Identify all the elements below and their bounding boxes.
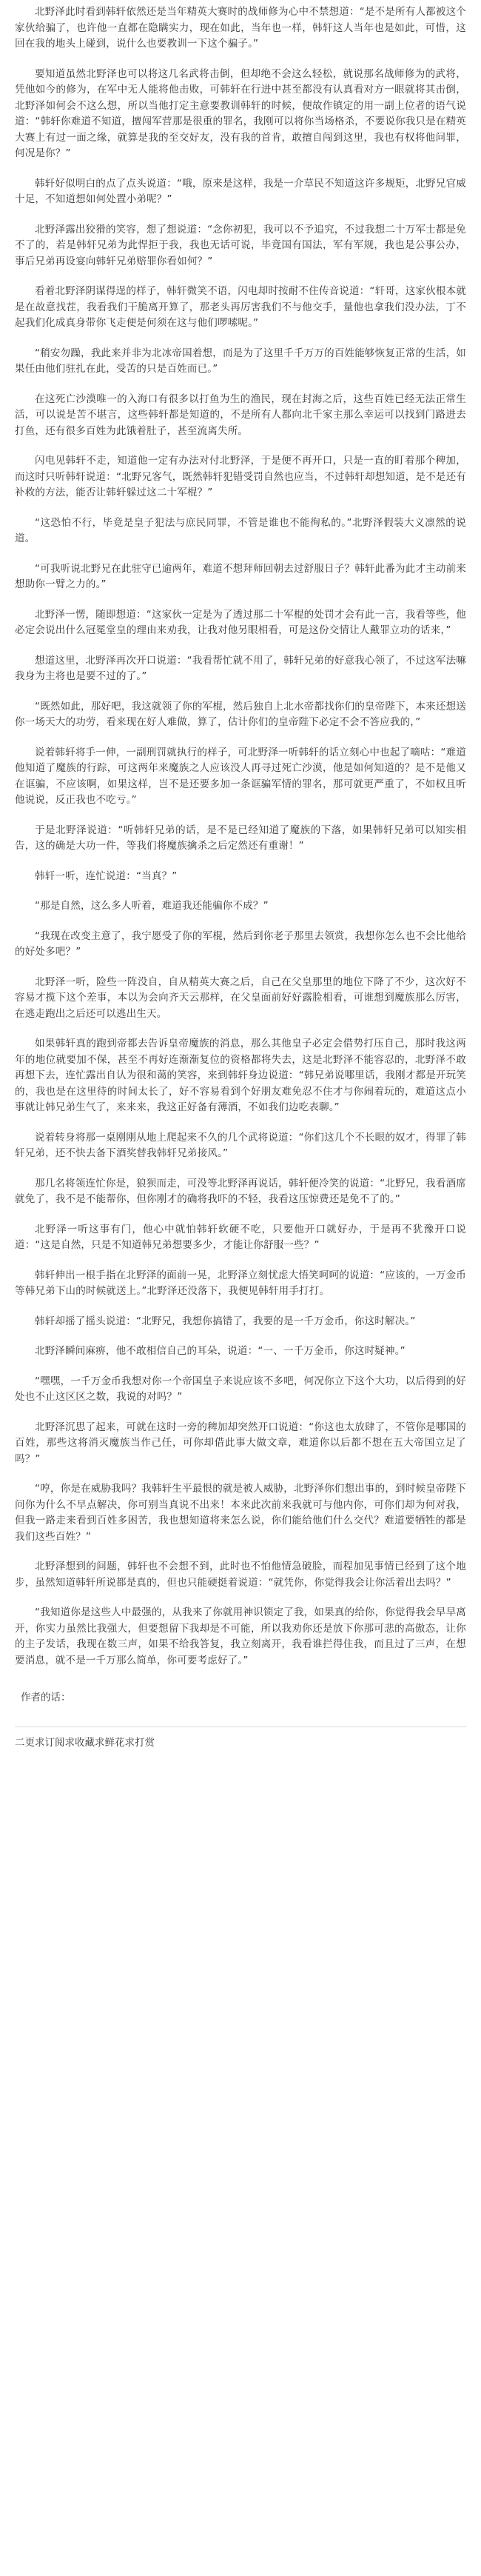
paragraph: “我知道你是这些人中最强的，从我来了你就用神识锁定了我，如果真的给你，你觉得我会早早离开，你实力虽然比我强大，但要想留下我却是不可能，所以我劝你还是放下你那可悲的高傲态，让你的主子发话，我现在数三声，如果不给我答复，我立刻离开，我看谁拦得住我，而且过了三声，在想要消息，就不是一千万那么简单，你可要考虑好了。”: [15, 1606, 466, 1666]
paragraph: “可我听说北野兄在此驻守已逾两年，难道不想拜师回朝去过舒服日子？韩轩此番为此才主动前来想助你一臂之力的。”: [15, 562, 466, 590]
paragraph: 北野泽一愣，随即想道：“这家伙一定是为了透过那二十军棍的处罚才会有此一言，我看等些，他必定会说出什么冠冕堂皇的理由来劝我，让我对他另眼相看，可是这份交情让人戴罪立功的话来，”: [15, 608, 466, 636]
paragraph: 闪电见韩轩不走，知道他一定有办法对付北野泽，于是便不再开口，只是一直的盯着那个稗加，而这时只听韩轩说道：“北野兄客气，既然韩轩犯错受罚自然也应当，不过韩轩却想知道，是不是还有补救的方法，能否让韩轩躲过这二十军棍？”: [15, 455, 466, 498]
paragraph: 北野泽想到的问题，韩轩也不会想不到，此时也不怕他情急破脸，而程加见事情已经到了这个地步，虽然知道韩轩所说都是真的，但也只能硬挺着说道：“就凭你，你觉得我会让你活着出去吗？”: [15, 1561, 466, 1589]
paragraph: 韩轩伸出一根手指在北野泽的面前一晃，北野泽立刻忧虑大悟笑呵呵的说道：“应该的，一万金币等韩兄弟下山的时候就送上。”北野泽还没落下，我便见韩轩用手打打。: [15, 1269, 466, 1297]
paragraph: 要知道虽然北野泽也可以将这几名武将击倒，但却绝不会这么轻松，就说那名战师修为的武将，凭他如今的修为，在军中无人能将他击败，可韩轩在行进中甚至都没有认真看对方一眼就将其击倒，北野泽如何会不这么想，所以当他打定主意要教训韩轩的时候，便故作镇定的用一副上位者的语气说道：“韩轩你难道不知道，擅闯军营那是很重的罪名，我刚可以将你当场格杀，不要说你我只是在精英大赛上有过一面之缘，就算是我的至交好友，没有我的首肯，敢擅自闯到这里，我也有权将他问罪，何况是你？”: [15, 67, 466, 159]
paragraph: “既然如此，那好吧，我这就领了你的军棍，然后独自上北水帝都找你们的皇帝陛下，本来还想送你一场天大的功劳，看来现在好人难做，算了，估计你们的皇帝陛下必定不会不答应我的，”: [15, 700, 466, 728]
paragraph: 看着北野泽阴谋得逞的样子，韩轩微笑不语，闪电却时按耐不住传音说道：“轩哥，这家伙根本就是在故意找茬，我看我们干脆离开算了，那老头再厉害我们不与他交手，量他也拿我们没办法，丁不起我们化成真身带你飞走便是何须在这与他们啰嗦呢。”: [15, 285, 466, 329]
paragraph: 北野泽一听，险些一阵没自，自从精英大赛之后，自己在父皇那里的地位下降了不少，这次好不容易才揽下这个差事，本以为会向齐天云那样，在父皇面前好好露脸相看，可谁想到魔族那么厉害，在逃走跑出之后还可以逃出生天。: [15, 975, 466, 1020]
paragraph: “那是自然，这么多人听着，难道我还能骗你不成？”: [35, 900, 269, 912]
paragraph: “嘿嘿，一千万金币我想对你一个帝国皇子来说应该不多吧，何况你立下这个大功，以后得到的好处也不止这区区之数，我说的对吗？”: [15, 1375, 466, 1403]
paragraph: 在这死亡沙漠唯一的入海口有很多以打鱼为生的渔民，现在封海之后，这些百姓已经无法正常生活，可以说是苦不堪言，这些韩轩都是知道的，不是所有人都向北千家主那么幸运可以找到门路进去打鱼，还有很多百姓为此饿着肚子，甚至流离失所。: [15, 393, 466, 437]
paragraph: 北野泽一听这事有门，他心中就怕韩轩软硬不吃，只要他开口就好办，于是再不犹豫开口说道：“这是自然，只是不知道韩兄弟想要多少，才能让你舒服一些？”: [15, 1223, 466, 1251]
paragraph: 于是北野泽说道：“听韩轩兄弟的话，是不是已经知道了魔族的下落，如果韩轩兄弟可以知实相告，这的确是大功一件，等我们将魔族擒杀之后定然还有重谢！”: [15, 824, 466, 852]
paragraph: 如果韩轩真的跑到帝都去告诉皇帝魔族的消息，那么其他皇子必定会借势打压自己，那时我这两年的地位就要加不保，甚至不再好连渐渐复位的资格都将失去，这是北野泽不能容忍的，北野泽不敢再想下去，连忙露出自认为很和蔼的笑容，来到韩轩身边说道：“韩兄弟说哪里话，我刚才都是开玩笑的，我也是在这里待的时间太长了，好不容易看到个好朋友难免忍不住才与你闹着玩的，难道这点小事就让韩兄弟生气了，来来来，我这正好备有薄酒，不如我们边吃表聊。”: [15, 1038, 466, 1113]
author-note-text: 二更求订阅求收藏求鲜花求打赏: [15, 1726, 466, 1751]
paragraph: 北野泽沉思了起来，可就在这时一旁的稗加却突然开口说道：“你这也太放肆了，不管你是哪国的百姓，那些这将消灭魔族当作己任，可你却借此事大做文章，难道你以后都不想在五大帝国立足了吗？”: [15, 1421, 466, 1465]
paragraph: 说着韩轩将手一伸，一副刑罚就执行的样子，可北野泽一听韩轩的话立刻心中也起了嘀咕：“难道他知道了魔族的行踪，可这两年来魔族之人应该没人再寻过死亡沙漠，他是如何知道的？是不是他又在诓骗，不应该啊，如果这样，岂不是还要多加一条诓骗军情的罪名，那可就更严重了，不如权且听他说说，反正我也不吃亏。”: [15, 746, 466, 806]
paragraph: “哼，你是在威胁我吗？我韩轩生平最恨的就是被人威胁，北野泽你们想出事的，到时候皇帝陛下问你为什么不早点解决，你可别当真说不出来！本来此次前来我就可与他内你，可你们却为何对我，但我一路走来看到百姓多困苦，我也想知道将来怎么说，你们能给他们什么交代？难道要牺牲的都是我们这些百姓？”: [15, 1483, 466, 1543]
author-note-label: 作者的话：: [21, 1692, 71, 1704]
paragraph: 北野泽此时看到韩轩依然还是当年精英大赛时的战师修为心中不禁想道：“是不是所有人都被这个家伙给骗了，也许他一直都在隐瞒实力，现在如此，当年也一样，韩轩这人当年也是如此，可惜，这回在我的地头上碰到，说什么也要教训一下这个骗子。”: [15, 6, 466, 50]
paragraph: 想道这里，北野泽再次开口说道：“我看帮忙就不用了，韩轩兄弟的好意我心领了，不过这军法嘛我身为主将也是要不过的了。”: [15, 654, 466, 682]
paragraph: 北野泽露出狡猾的笑容，想了想说道：“念你初犯，我可以不予追究，不过我想二十万军士都是免不了的，若是韩轩兄弟为此悍拒于我，我也无话可说，毕竟国有国法，军有军规，我也是公事公办，事后兄弟再设宴向韩轩兄弟赔罪你看如何？”: [15, 223, 466, 267]
paragraph: 说着转身将那一桌刚刚从地上爬起来不久的几个武将说道：“你们这几个不长眼的奴才，得罪了韩轩兄弟，还不快去备下酒奖替我韩轩兄弟接风。”: [15, 1131, 466, 1159]
paragraph: 那几名将领连忙你是，狼狈而走，可没等北野泽再说话，韩轩便冷笑的说道：“北野兄，我看酒席就免了，我不是不能帮你，但你刚才的确将我吓的不轻，我看这压惊费还是免不了的。”: [15, 1177, 466, 1205]
paragraph: 韩轩好似明白的点了点头说道：“哦，原来是这样，我是一介草民不知道这许多规矩，北野兄官威十足，不知道想如何处置小弟呢？”: [15, 177, 466, 205]
paragraph: 韩轩一听，连忙说道：“当真？”: [35, 870, 178, 882]
paragraph: “稍安勿躁，我此来并非为北冰帝国着想，而是为了这里千千万万的百姓能够恢复正常的生活，如果任由他们驻扎在此，受苦的只是百姓而已。”: [15, 347, 466, 375]
paragraph: “我现在改变主意了，我宁愿受了你的军棍，然后到你老子那里去领赏，我想你怎么也不会比他给的好处多吧？”: [15, 930, 466, 958]
author-note: [15, 1689, 466, 1751]
paragraph: 韩轩却摇了摇头说道：“北野兄，我想你搞错了，我要的是一千万金币，你这时解决。”: [35, 1315, 416, 1327]
chapter-body: [15, 4, 466, 1669]
paragraph: 北野泽瞬间麻痹，他不敢相信自己的耳朵，说道：“一、一千万金币，你这时疑神。”: [35, 1345, 406, 1357]
paragraph: “这恐怕不行，毕竟是皇子犯法与庶民同罪，不管是谁也不能徇私的。”北野泽假装大义凛然的说道。: [15, 516, 466, 544]
